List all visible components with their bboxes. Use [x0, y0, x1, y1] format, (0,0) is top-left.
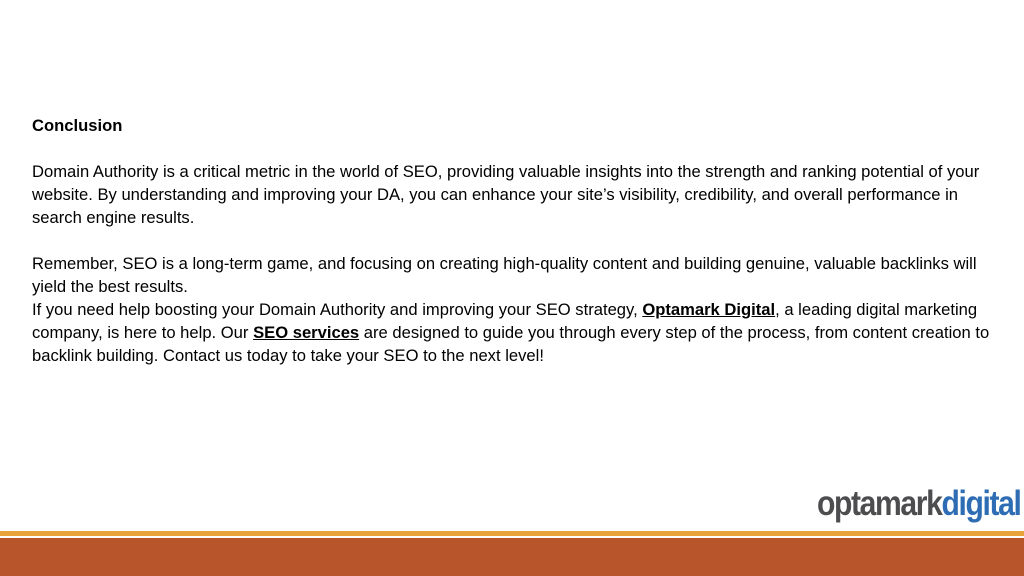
footer-accent-line: [0, 531, 1024, 536]
optamark-digital-link[interactable]: Optamark Digital: [642, 300, 776, 319]
cta-text-3: are designed to guide you through every step of the process, from content creation to backlink building. Contact us today to take your SEO to the next level!: [32, 323, 990, 365]
conclusion-section: [32, 114, 1002, 367]
footer-bar: [0, 538, 1024, 576]
logo-text-digital: digital: [941, 484, 1021, 523]
paragraph-intro: Domain Authority is a critical metric in the world of SEO, providing valuable insights into the strength and ranking potential of your website. By understanding and improving your DA, you can enhance your site’s visibility, credibility, and overall performance in search engine results.: [32, 162, 980, 227]
seo-services-link[interactable]: SEO services: [253, 323, 360, 342]
cta-text-1: If you need help boosting your Domain Authority and improving your SEO strategy,: [32, 300, 643, 319]
cta-text-2: , a leading digital marketing company, is here to help. Our: [32, 300, 978, 342]
paragraph-cta: [32, 298, 1002, 367]
company-logo: [817, 482, 1024, 526]
section-heading: Conclusion: [32, 116, 123, 135]
paragraph-remember: Remember, SEO is a long-term game, and focusing on creating high-quality content and building genuine, valuable backlinks will yield the best results.: [32, 254, 977, 296]
spacer: [32, 229, 1002, 252]
logo-text-optamark: optamark: [817, 484, 942, 523]
spacer: [32, 137, 1002, 160]
